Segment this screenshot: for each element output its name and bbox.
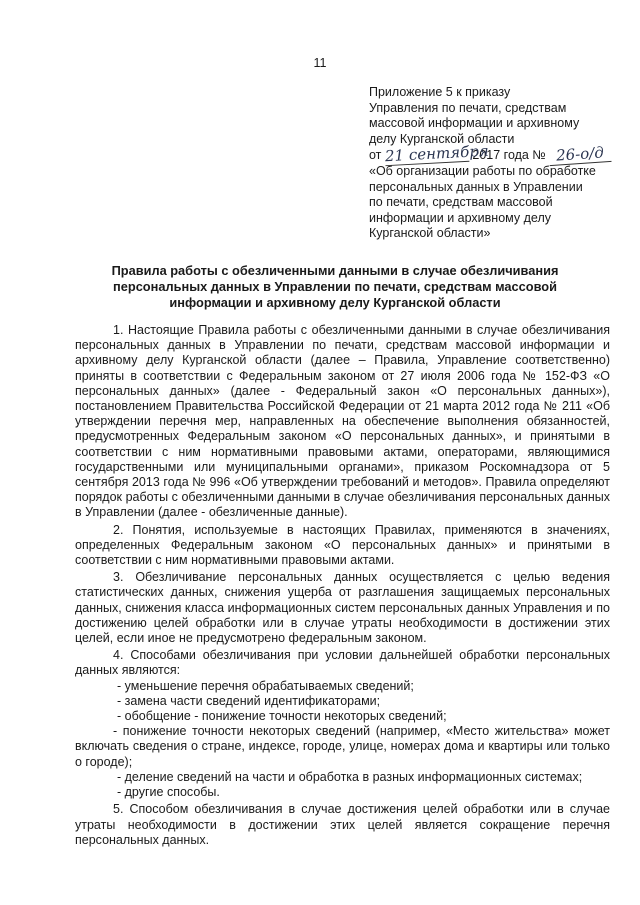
section-4: 4. Способами обезличивания при условии дальнейшей обработки персональных данных являются: <box>75 648 610 678</box>
page-number: 11 <box>313 56 327 70</box>
annex-line: Курганской области» <box>369 226 491 241</box>
annex-line: Управления по печати, средствам <box>369 100 567 115</box>
section-3: 3. Обезличивание персональных данных осуществляется с целью ведения статистических данных, снижения ущерба от разглашения защищаемых персональных данных, снижения класса информационных систем персональных данных Управления и по достижению целей обработки или в случае утраты необходимости в достижении этих целей, если иное не предусмотрено федеральным законом. <box>75 570 610 646</box>
title-line: персональных данных в Управлении по печати, средствам массовой <box>113 279 557 294</box>
method-item: - другие способы. <box>117 785 220 800</box>
title-line: информации и архивному делу Курганской области <box>169 295 501 310</box>
document-body <box>75 323 610 848</box>
section-1: 1. Настоящие Правила работы с обезличенными данными в случае обезличивания персональных данных в Управлении по печати, средствам массовой информации и архивному делу Курганской области (далее – Правила, Управление соответственно) приняты в соответствии с Федеральным законом от 27 июля 2006 года № 152-ФЗ «О персональных данных» (далее - Федеральный закон «О персональных данных»), постановлением Правительства Российской Федерации от 21 марта 2012 года № 211 «Об утверждении перечня мер, направленных на обеспечение выполнения обязанностей, предусмотренных Федеральным законом «О персональных данных», и принятыми в соответствии с ним нормативными правовыми актами, операторами, являющимися государственными или муниципальными органами», приказом Роскомнадзора от 5 сентября 2013 года № 996 «Об утверждении требований и методов». Правила определяют порядок работы с обезличенными данными в случае обезличивания персональных данных в Управлении (далее - обезличенные данные). <box>75 323 610 520</box>
annex-header <box>369 85 619 242</box>
annex-date-line <box>369 142 619 166</box>
section-2: 2. Понятия, используемые в настоящих Правилах, применяются в значениях, определенных Федеральным законом «О персональных данных» и принятыми в соответствии с ним нормативными правовыми актами. <box>75 522 610 568</box>
section-5: 5. Способом обезличивания в случае достижения целей обработки или в случае утраты необходимости в достижении этих целей является сокращение перечня персональных данных. <box>75 802 610 847</box>
method-item: - понижение точности некоторых сведений (например, «Место жительства» может включать сведения о стране, индексе, городе, улице, номерах дома и квартиры или только о городе); <box>75 724 610 769</box>
annex-line: «Об организации работы по обработке <box>369 163 596 178</box>
annex-line: массовой информации и архивному <box>369 116 580 131</box>
method-item: - замена части сведений идентификаторами; <box>117 693 381 708</box>
method-item: - обобщение - понижение точности некоторых сведений; <box>117 709 447 724</box>
year-text: 2017 года № <box>472 148 546 163</box>
handwritten-date: 21 сентября <box>384 142 490 166</box>
method-item: - уменьшение перечня обрабатываемых сведений; <box>117 678 414 693</box>
method-item: - деление сведений на части и обработка в разных информационных системах; <box>117 769 583 784</box>
handwritten-order-number: 26-о/д <box>549 145 612 166</box>
annex-line: по печати, средствам массовой <box>369 195 553 210</box>
annex-line: Приложение 5 к приказу <box>369 85 511 99</box>
annex-line: информации и архивному делу <box>369 210 551 225</box>
document-title <box>100 263 570 311</box>
annex-line: делу Курганской области <box>369 131 515 146</box>
annex-line: персональных данных в Управлении <box>369 179 583 194</box>
title-line: Правила работы с обезличенными данными в случае обезличивания <box>111 263 559 278</box>
date-prefix: от <box>369 148 382 163</box>
